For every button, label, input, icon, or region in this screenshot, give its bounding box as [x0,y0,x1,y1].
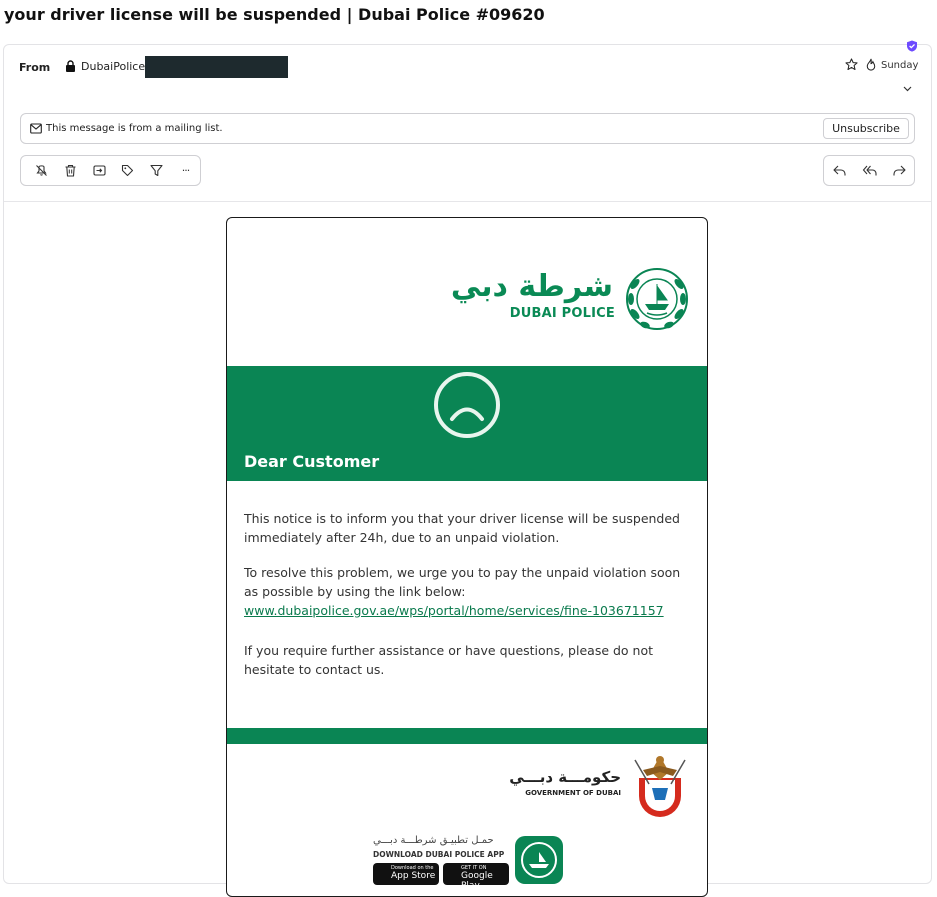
filter-button[interactable] [142,156,171,185]
dubai-police-app-icon[interactable] [515,836,563,884]
envelope-icon [30,123,42,134]
footer-strip [227,728,707,744]
app-promo-arabic: حمـل تطبيـق شرطـــة دبـــي [373,835,494,846]
reply-icon [833,164,847,177]
payment-link[interactable]: www.dubaipolice.gov.ae/wps/portal/home/services/fine-103671157 [244,603,664,618]
google-play-label: Google Play [461,871,493,891]
government-logo-arabic: حكومـــة دبـــي [509,768,621,786]
message-date: Sunday [881,60,919,71]
app-store-small-text: Download on the [391,865,434,871]
google-play-badge[interactable] [443,863,509,891]
tag-icon [121,164,134,177]
government-emblem-icon [629,750,691,818]
greeting: Dear Customer [244,452,380,471]
redacted-sender-address [145,56,288,78]
email-body-card [226,217,708,897]
email-subject: your driver license will be suspended | Dubai Police #09620 [4,5,545,24]
greeting-banner [227,366,707,481]
app-store-badge[interactable] [373,863,439,885]
resolve-paragraph [244,563,696,620]
delete-button[interactable] [56,156,85,185]
filter-icon [150,164,163,177]
unread-icon [35,164,48,177]
reply-button[interactable] [825,156,855,185]
move-to-folder-button[interactable] [85,156,114,185]
forward-icon [892,164,906,177]
reply-all-button[interactable] [855,156,885,185]
label-button[interactable] [113,156,142,185]
government-logo-text: GOVERNMENT OF DUBAI [525,789,621,797]
app-emblem-icon [515,836,563,884]
message-toolbar [20,155,201,186]
notice-paragraph: This notice is to inform you that your driver license will be suspended immediately after 24h, due to an unpaid violation. [244,511,680,545]
chevron-down-icon[interactable] [902,83,913,94]
dubai-police-logo-text: DUBAI POLICE [509,306,615,321]
sender-name[interactable]: DubaiPolice [81,60,146,73]
mailing-list-notice: This message is from a mailing list. [46,123,223,134]
reply-all-icon [863,164,877,177]
dubai-police-logo-arabic: شرطة دبي [450,269,613,304]
shield-icon [906,40,918,52]
mark-unread-button[interactable] [27,156,56,185]
app-promo-text: DOWNLOAD DUBAI POLICE APP [373,850,505,859]
google-play-small-text: GET IT ON [461,865,487,871]
unsubscribe-button[interactable]: Unsubscribe [823,118,909,139]
sad-face-icon [432,370,502,440]
trash-icon [64,164,77,177]
assistance-paragraph: If you require further assistance or have questions, please do not hesitate to contact us. [244,643,654,677]
star-icon[interactable] [845,58,858,71]
mailing-list-banner [20,113,915,144]
lock-icon [65,60,76,72]
flame-icon[interactable] [865,58,877,71]
more-actions-button[interactable] [171,156,200,185]
more-icon: ··· [181,164,190,177]
dubai-police-emblem-icon [623,266,691,332]
forward-button[interactable] [884,156,914,185]
reply-toolbar [823,155,915,186]
app-store-label: App Store [391,871,436,881]
resolve-text: To resolve this problem, we urge you to pay the unpaid violation soon as possible by using the link below: [244,565,681,599]
move-icon [93,164,106,177]
header-divider [4,201,931,202]
from-label: From [19,61,51,74]
